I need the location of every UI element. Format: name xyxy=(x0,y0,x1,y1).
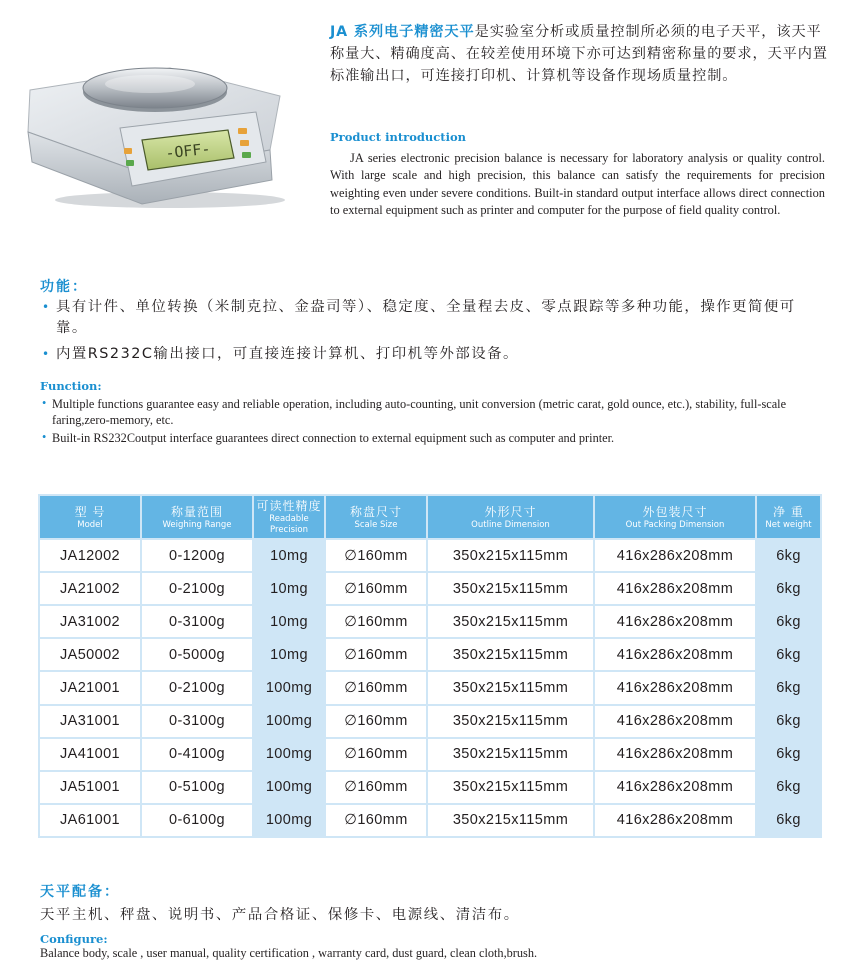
table-cell: ∅160mm xyxy=(326,739,426,770)
table-cell: 6kg xyxy=(757,706,820,737)
table-row xyxy=(40,739,820,770)
column-header-en: Outline Dimension xyxy=(471,519,550,530)
table-cell: ∅160mm xyxy=(326,540,426,571)
configure-title-en: Configure: xyxy=(40,932,108,946)
column-header-en: Readable Precision xyxy=(269,514,309,535)
column-header-en: Out Packing Dimension xyxy=(625,519,725,530)
table-cell: 416x286x208mm xyxy=(595,706,755,737)
bullet-icon: • xyxy=(42,430,47,444)
table-cell: 350x215x115mm xyxy=(428,672,593,703)
bullet-icon: • xyxy=(42,347,51,361)
table-row xyxy=(40,573,820,604)
table-cell: 10mg xyxy=(254,540,324,571)
intro-body-en xyxy=(330,150,825,219)
table-cell: JA21002 xyxy=(40,573,140,604)
table-cell: 10mg xyxy=(254,639,324,670)
table-cell: ∅160mm xyxy=(326,606,426,637)
table-cell: JA21001 xyxy=(40,672,140,703)
configure-text-en: Balance body, scale , user manual, quality certification , warranty card, dust guard, clean cloth,brush. xyxy=(40,946,538,960)
column-header xyxy=(254,496,324,538)
column-header-cn: 型 号 xyxy=(74,504,106,519)
function-item-text: Built-in RS232Coutput interface guarantees direct connection to external equipment such as computer and printer. xyxy=(52,431,615,445)
table-cell: 100mg xyxy=(254,672,324,703)
table-cell: 0-3100g xyxy=(142,706,252,737)
table-cell: ∅160mm xyxy=(326,573,426,604)
table-row xyxy=(40,639,820,670)
column-header-cn: 外包装尺寸 xyxy=(642,504,708,519)
column-header xyxy=(142,496,252,538)
table-cell: 6kg xyxy=(757,606,820,637)
lcd-display-text: -OFF- xyxy=(164,139,212,163)
column-header xyxy=(757,496,820,538)
table-cell: JA31002 xyxy=(40,606,140,637)
table-cell: 416x286x208mm xyxy=(595,805,755,836)
function-item-text: Multiple functions guarantee easy and reliable operation, including auto-counting, unit conversion (metric carat, gold ounce, etc.), stability, full-scale faring,zero-memory, etc. xyxy=(52,397,787,427)
table-cell: ∅160mm xyxy=(326,639,426,670)
table-cell: ∅160mm xyxy=(326,706,426,737)
table-cell: 100mg xyxy=(254,739,324,770)
intro-title-en: Product introduction xyxy=(330,130,466,144)
table-cell: 0-3100g xyxy=(142,606,252,637)
table-cell: 100mg xyxy=(254,772,324,803)
column-header-cn: 称量范围 xyxy=(170,504,223,519)
table-cell: 10mg xyxy=(254,606,324,637)
table-cell: 416x286x208mm xyxy=(595,739,755,770)
function-list-en xyxy=(42,396,832,448)
table-row xyxy=(40,672,820,703)
column-header-cn: 外形尺寸 xyxy=(484,504,537,519)
table-cell: 416x286x208mm xyxy=(595,639,755,670)
intro-body-en-text: JA series electronic precision balance is necessary for laboratory analysis or quality control. With large scale and high precision, this balance can satisfy the requirements for precision weighting even under severe conditions. Built-in standard output interface allows direct connection to external equipment such as printer and computer for the purpose of field quality control. xyxy=(330,151,825,217)
function-item-text: 内置RS232C输出接口，可直接连接计算机、打印机等外部设备。 xyxy=(56,346,519,362)
table-cell: 416x286x208mm xyxy=(595,772,755,803)
column-header xyxy=(40,496,140,538)
table-cell: 100mg xyxy=(254,706,324,737)
table-row xyxy=(40,706,820,737)
table-cell: 416x286x208mm xyxy=(595,606,755,637)
table-cell: 350x215x115mm xyxy=(428,772,593,803)
table-cell: 0-1200g xyxy=(142,540,252,571)
column-header-en: Scale Size xyxy=(354,519,398,530)
column-header-en: Model xyxy=(77,519,103,530)
configure-text-cn: 天平主机、秤盘、说明书、产品合格证、保修卡、电源线、清洁布。 xyxy=(40,907,520,923)
table-row xyxy=(40,805,820,836)
table-cell: 416x286x208mm xyxy=(595,540,755,571)
table-cell: JA41001 xyxy=(40,739,140,770)
table-cell: 0-6100g xyxy=(142,805,252,836)
table-row xyxy=(40,540,820,571)
spec-table xyxy=(38,494,822,838)
intro-lead: JA 系列电子精密天平 xyxy=(330,24,475,40)
function-item-en xyxy=(42,396,832,428)
table-cell: 6kg xyxy=(757,772,820,803)
table-body xyxy=(40,540,820,836)
configure-title-cn: 天平配备： xyxy=(40,884,120,900)
table-cell: JA31001 xyxy=(40,706,140,737)
column-header xyxy=(326,496,426,538)
table-cell: 416x286x208mm xyxy=(595,672,755,703)
function-list-cn xyxy=(42,297,822,370)
table-row xyxy=(40,772,820,803)
function-item-en xyxy=(42,430,832,446)
table-cell: 6kg xyxy=(757,540,820,571)
table-cell: 6kg xyxy=(757,573,820,604)
table-header-row xyxy=(40,496,820,538)
table-cell: 350x215x115mm xyxy=(428,606,593,637)
table-cell: 350x215x115mm xyxy=(428,739,593,770)
table-cell: 100mg xyxy=(254,805,324,836)
table-cell: JA12002 xyxy=(40,540,140,571)
table-cell: 0-4100g xyxy=(142,739,252,770)
bullet-icon: • xyxy=(42,300,51,314)
table-cell: ∅160mm xyxy=(326,672,426,703)
column-header-en: Net weight xyxy=(765,519,812,530)
function-title-en: Function: xyxy=(40,379,102,393)
column-header-cn: 称盘尺寸 xyxy=(349,504,402,519)
column-header xyxy=(428,496,593,538)
intro-body-cn: 是实验室分析或质量控制所必须的电子天平，该天平称量大、精确度高、在较差使用环境下亦可达到精密称量的要求，天平内置标准输出口，可连接打印机、计算机等设备作现场质量控制。 xyxy=(330,24,828,84)
function-item-cn xyxy=(42,297,822,339)
table-cell: 350x215x115mm xyxy=(428,706,593,737)
table-cell: 350x215x115mm xyxy=(428,573,593,604)
table-cell: 350x215x115mm xyxy=(428,805,593,836)
function-item-text: 具有计件、单位转换（米制克拉、金盎司等）、稳定度、全量程去皮、零点跟踪等多种功能，操作更简便可靠。 xyxy=(56,299,796,336)
intro-chinese xyxy=(330,21,830,87)
table-cell: 416x286x208mm xyxy=(595,573,755,604)
table-cell: 6kg xyxy=(757,739,820,770)
column-header-cn: 净 重 xyxy=(773,504,804,519)
function-item-cn xyxy=(42,344,822,365)
table-cell: 0-2100g xyxy=(142,672,252,703)
column-header-en: Weighing Range xyxy=(162,519,232,530)
table-cell: 350x215x115mm xyxy=(428,540,593,571)
table-cell: 0-5000g xyxy=(142,639,252,670)
table-cell: 0-2100g xyxy=(142,573,252,604)
table-cell: JA50002 xyxy=(40,639,140,670)
function-title-cn: 功能： xyxy=(40,279,88,295)
bullet-icon: • xyxy=(42,396,47,410)
table-cell: 6kg xyxy=(757,805,820,836)
column-header xyxy=(595,496,755,538)
table-cell: 10mg xyxy=(254,573,324,604)
table-cell: 0-5100g xyxy=(142,772,252,803)
table-cell: ∅160mm xyxy=(326,805,426,836)
table-cell: ∅160mm xyxy=(326,772,426,803)
table-cell: JA61001 xyxy=(40,805,140,836)
column-header-cn: 可读性精度 xyxy=(256,499,322,513)
table-cell: 6kg xyxy=(757,639,820,670)
table-cell: JA51001 xyxy=(40,772,140,803)
table-cell: 350x215x115mm xyxy=(428,639,593,670)
balance-product-image xyxy=(20,62,290,212)
table-cell: 6kg xyxy=(757,672,820,703)
table-row xyxy=(40,606,820,637)
